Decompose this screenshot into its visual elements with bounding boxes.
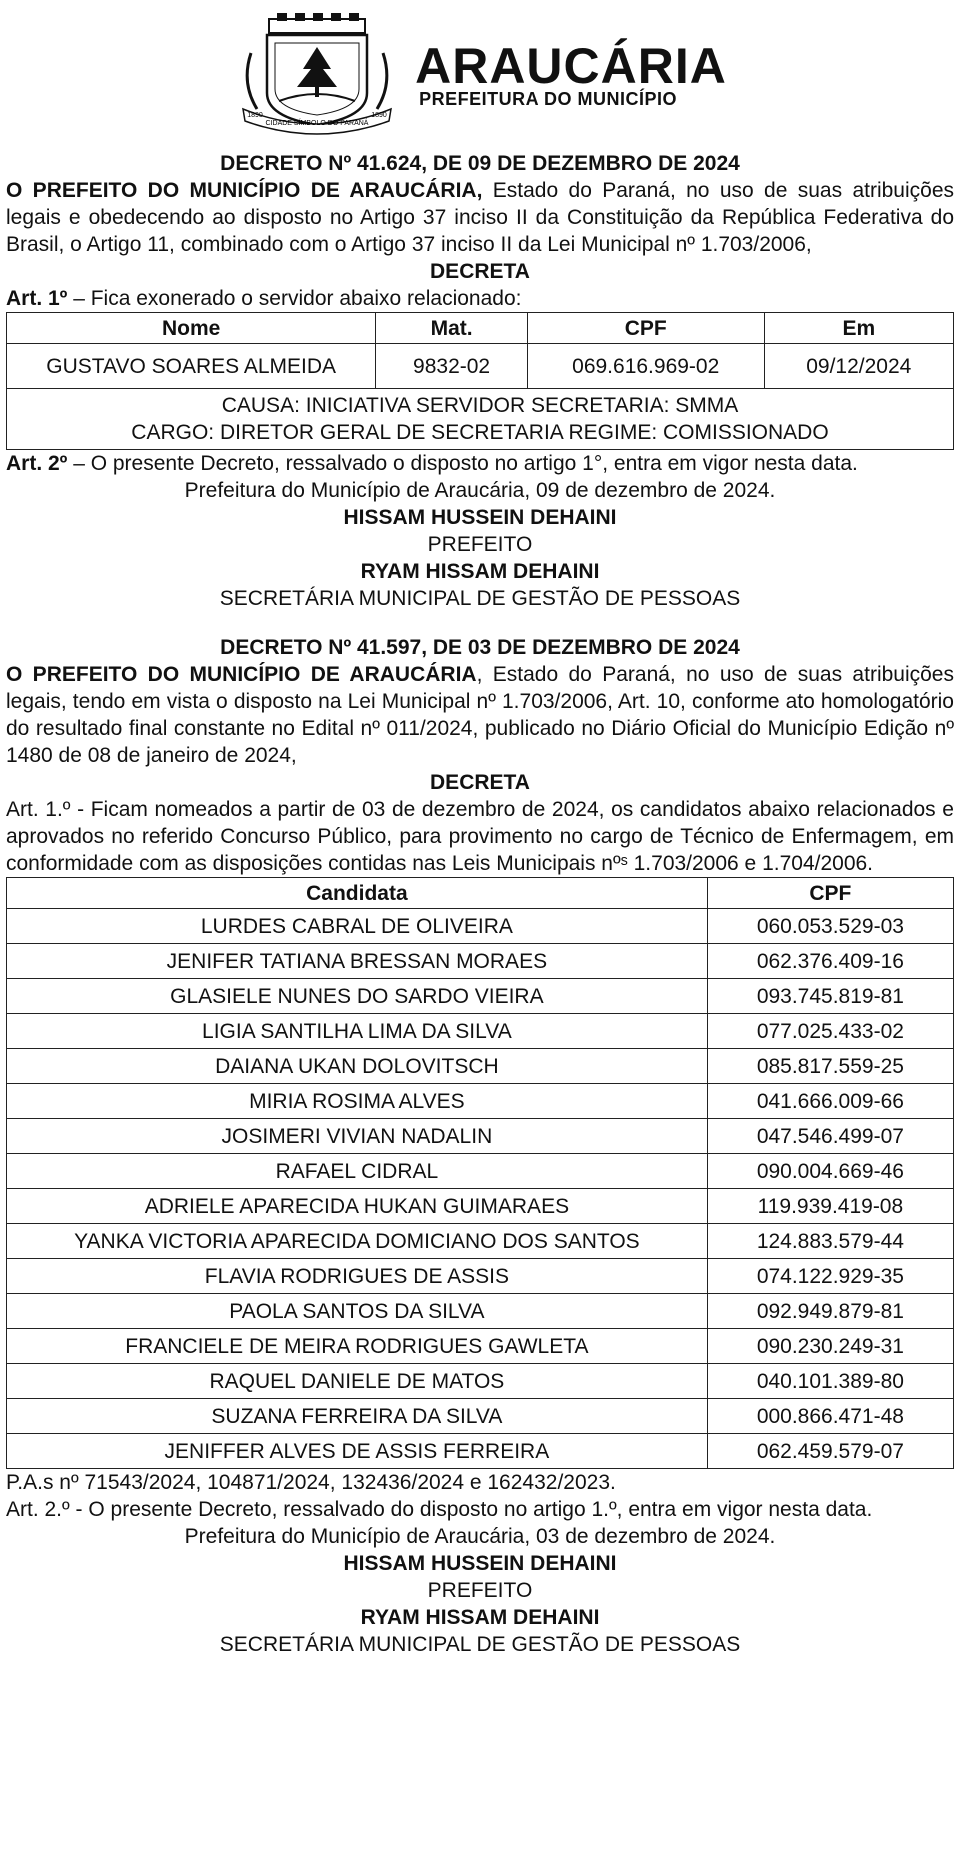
col-header-em: Em xyxy=(764,313,953,344)
cell-cpf: 092.949.879-81 xyxy=(707,1294,953,1329)
section-gap xyxy=(6,612,954,634)
cell-mat: 9832-02 xyxy=(376,344,528,389)
decree1-signer2-role: SECRETÁRIA MUNICIPAL DE GESTÃO DE PESSOAS xyxy=(219,587,741,610)
cell-candidata: PAOLA SANTOS DA SILVA xyxy=(7,1294,708,1329)
table-header-row xyxy=(7,878,954,909)
cell-candidata: LIGIA SANTILHA LIMA DA SILVA xyxy=(7,1014,708,1049)
table-row xyxy=(7,1049,954,1084)
decree1-intro-bold: O PREFEITO DO MUNICÍPIO DE ARAUCÁRIA, xyxy=(6,179,483,202)
table-header-row xyxy=(7,313,954,344)
cell-candidata: JOSIMERI VIVIAN NADALIN xyxy=(7,1119,708,1154)
cell-candidata: YANKA VICTORIA APARECIDA DOMICIANO DOS SANTOS xyxy=(7,1224,708,1259)
decree1-intro xyxy=(6,177,954,258)
cell-cpf: 093.745.819-81 xyxy=(707,979,953,1014)
cell-candidata: MIRIA ROSIMA ALVES xyxy=(7,1084,708,1119)
decree1-art2 xyxy=(6,450,954,477)
col-header-nome: Nome xyxy=(7,313,376,344)
table-row xyxy=(7,1294,954,1329)
crest-ribbon-text: CIDADE SÍMBOLO DO PARANÁ xyxy=(265,120,369,127)
cell-candidata: RAQUEL DANIELE DE MATOS xyxy=(7,1364,708,1399)
decree1-title: DECRETO Nº 41.624, DE 09 DE DEZEMBRO DE 2024 xyxy=(220,152,740,175)
brand-name: ARAUCÁRIA xyxy=(415,38,727,94)
cause-line: CAUSA: INICIATIVA SERVIDOR SECRETARIA: SMMA xyxy=(221,394,739,417)
decree1-art2-label: Art. 2º xyxy=(6,452,68,475)
table-row xyxy=(7,1189,954,1224)
cell-em: 09/12/2024 xyxy=(764,344,953,389)
decree1-art2-text: – O presente Decreto, ressalvado o disposto no artigo 1°, entra em vigor nesta data. xyxy=(67,452,858,475)
cause-row xyxy=(7,389,954,450)
table-row xyxy=(7,1259,954,1294)
table-row xyxy=(7,1014,954,1049)
cell-cpf: 085.817.559-25 xyxy=(707,1049,953,1084)
decree1-signer2: RYAM HISSAM DEHAINI xyxy=(360,560,600,583)
cell-cpf: 041.666.009-66 xyxy=(707,1084,953,1119)
col-header-candidata: Candidata xyxy=(7,878,708,909)
decree1-decreta: DECRETA xyxy=(430,260,530,283)
cell-nome: GUSTAVO SOARES ALMEIDA xyxy=(7,344,376,389)
cell-cpf: 000.866.471-48 xyxy=(707,1399,953,1434)
cell-cpf: 047.546.499-07 xyxy=(707,1119,953,1154)
cell-cpf: 069.616.969-02 xyxy=(527,344,764,389)
decree2-title: DECRETO Nº 41.597, DE 03 DE DEZEMBRO DE 2024 xyxy=(220,636,740,659)
table-row xyxy=(7,1434,954,1469)
table-row xyxy=(7,979,954,1014)
table-row xyxy=(7,1084,954,1119)
cell-candidata: FRANCIELE DE MEIRA RODRIGUES GAWLETA xyxy=(7,1329,708,1364)
decree2-place-date: Prefeitura do Município de Araucária, 03 de dezembro de 2024. xyxy=(184,1525,776,1548)
cell-cpf: 040.101.389-80 xyxy=(707,1364,953,1399)
table-row xyxy=(7,344,954,389)
brand-subtitle: PREFEITURA DO MUNICÍPIO xyxy=(419,89,677,109)
cargo-line: CARGO: DIRETOR GERAL DE SECRETARIA REGIME: COMISSIONADO xyxy=(131,421,829,444)
decree2-pas: P.A.s nº 71543/2024, 104871/2024, 132436/2024 e 162432/2023. xyxy=(6,1471,616,1494)
cell-cpf: 090.004.669-46 xyxy=(707,1154,953,1189)
decree2-signer2-role: SECRETÁRIA MUNICIPAL DE GESTÃO DE PESSOAS xyxy=(219,1633,741,1656)
table-row xyxy=(7,944,954,979)
cell-candidata: DAIANA UKAN DOLOVITSCH xyxy=(7,1049,708,1084)
cell-cpf: 060.053.529-03 xyxy=(707,909,953,944)
decree2-signer1-role: PREFEITO xyxy=(427,1579,533,1602)
table-row xyxy=(7,1119,954,1154)
city-crest-icon xyxy=(233,13,401,137)
col-header-cpf: CPF xyxy=(527,313,764,344)
decree1-signer1: HISSAM HUSSEIN DEHAINI xyxy=(343,506,617,529)
cell-cpf: 124.883.579-44 xyxy=(707,1224,953,1259)
decree2-intro xyxy=(6,661,954,769)
table-row xyxy=(7,1399,954,1434)
crest-year-left: 1890 xyxy=(247,112,263,119)
exoneration-table xyxy=(6,312,954,450)
cause-cell xyxy=(7,389,954,450)
decree1-art1 xyxy=(6,285,954,312)
cell-candidata: SUZANA FERREIRA DA SILVA xyxy=(7,1399,708,1434)
candidates-body xyxy=(7,909,954,1469)
header xyxy=(6,0,954,150)
cell-cpf: 074.122.929-35 xyxy=(707,1259,953,1294)
table-row xyxy=(7,909,954,944)
cell-candidata: JENIFFER ALVES DE ASSIS FERREIRA xyxy=(7,1434,708,1469)
decree2-signer2: RYAM HISSAM DEHAINI xyxy=(360,1606,600,1629)
col-header-mat: Mat. xyxy=(376,313,528,344)
decree1-art1-label: Art. 1º xyxy=(6,287,68,310)
decree1-intro-text: Estado do Paraná, no uso de suas atribuições legais e obedecendo ao disposto no Artigo 37 inciso II da Constituição da República Federativa do Brasil, o Artigo 11, combinado com o Artigo 37 inciso II da Lei Municipal nº 1.703/2006, xyxy=(6,179,955,256)
crest-year-right: 1890 xyxy=(371,112,387,119)
brand xyxy=(415,38,727,109)
decree2-intro-bold: O PREFEITO DO MUNICÍPIO DE ARAUCÁRIA xyxy=(6,663,477,686)
cell-cpf: 119.939.419-08 xyxy=(707,1189,953,1224)
table-row xyxy=(7,1224,954,1259)
appointment-table xyxy=(6,877,954,1469)
table-row xyxy=(7,1329,954,1364)
cell-candidata: JENIFER TATIANA BRESSAN MORAES xyxy=(7,944,708,979)
cell-cpf: 062.376.409-16 xyxy=(707,944,953,979)
cell-candidata: GLASIELE NUNES DO SARDO VIEIRA xyxy=(7,979,708,1014)
table-row xyxy=(7,1364,954,1399)
cell-candidata: LURDES CABRAL DE OLIVEIRA xyxy=(7,909,708,944)
cell-cpf: 077.025.433-02 xyxy=(707,1014,953,1049)
cell-cpf: 062.459.579-07 xyxy=(707,1434,953,1469)
cell-cpf: 090.230.249-31 xyxy=(707,1329,953,1364)
decree2-art2: Art. 2.º - O presente Decreto, ressalvado do disposto no artigo 1.º, entra em vigor nesta data. xyxy=(6,1498,873,1521)
col-header-cpf: CPF xyxy=(707,878,953,909)
cell-candidata: ADRIELE APARECIDA HUKAN GUIMARAES xyxy=(7,1189,708,1224)
decree2-intro-text: , Estado do Paraná, no uso de suas atribuições legais, tendo em vista o disposto na Lei Municipal nº 1.703/2006, Art. 10, conforme ato homologatório do resultado final constante no Edital nº 011/2024, publicado no Diário Oficial do Município Edição nº 1480 de 08 de janeiro de 2024, xyxy=(6,663,954,767)
table-row xyxy=(7,1154,954,1189)
decree1-signer1-role: PREFEITO xyxy=(427,533,533,556)
decree1-place-date: Prefeitura do Município de Araucária, 09 de dezembro de 2024. xyxy=(184,479,776,502)
decree1-art1-text: – Fica exonerado o servidor abaixo relacionado: xyxy=(67,287,522,310)
decree2-signer1: HISSAM HUSSEIN DEHAINI xyxy=(343,1552,617,1575)
decree2-decreta: DECRETA xyxy=(430,771,530,794)
decree2-art1: Art. 1.º - Ficam nomeados a partir de 03 de dezembro de 2024, os candidatos abaixo relacionados e aprovados no referido Concurso Público, para provimento no cargo de Técnico de Enfermagem, em conformidade com as disposições contidas nas Leis Municipais nºˢ 1.703/2006 e 1.704/2006. xyxy=(6,798,954,875)
cell-candidata: RAFAEL CIDRAL xyxy=(7,1154,708,1189)
cell-candidata: FLAVIA RODRIGUES DE ASSIS xyxy=(7,1259,708,1294)
